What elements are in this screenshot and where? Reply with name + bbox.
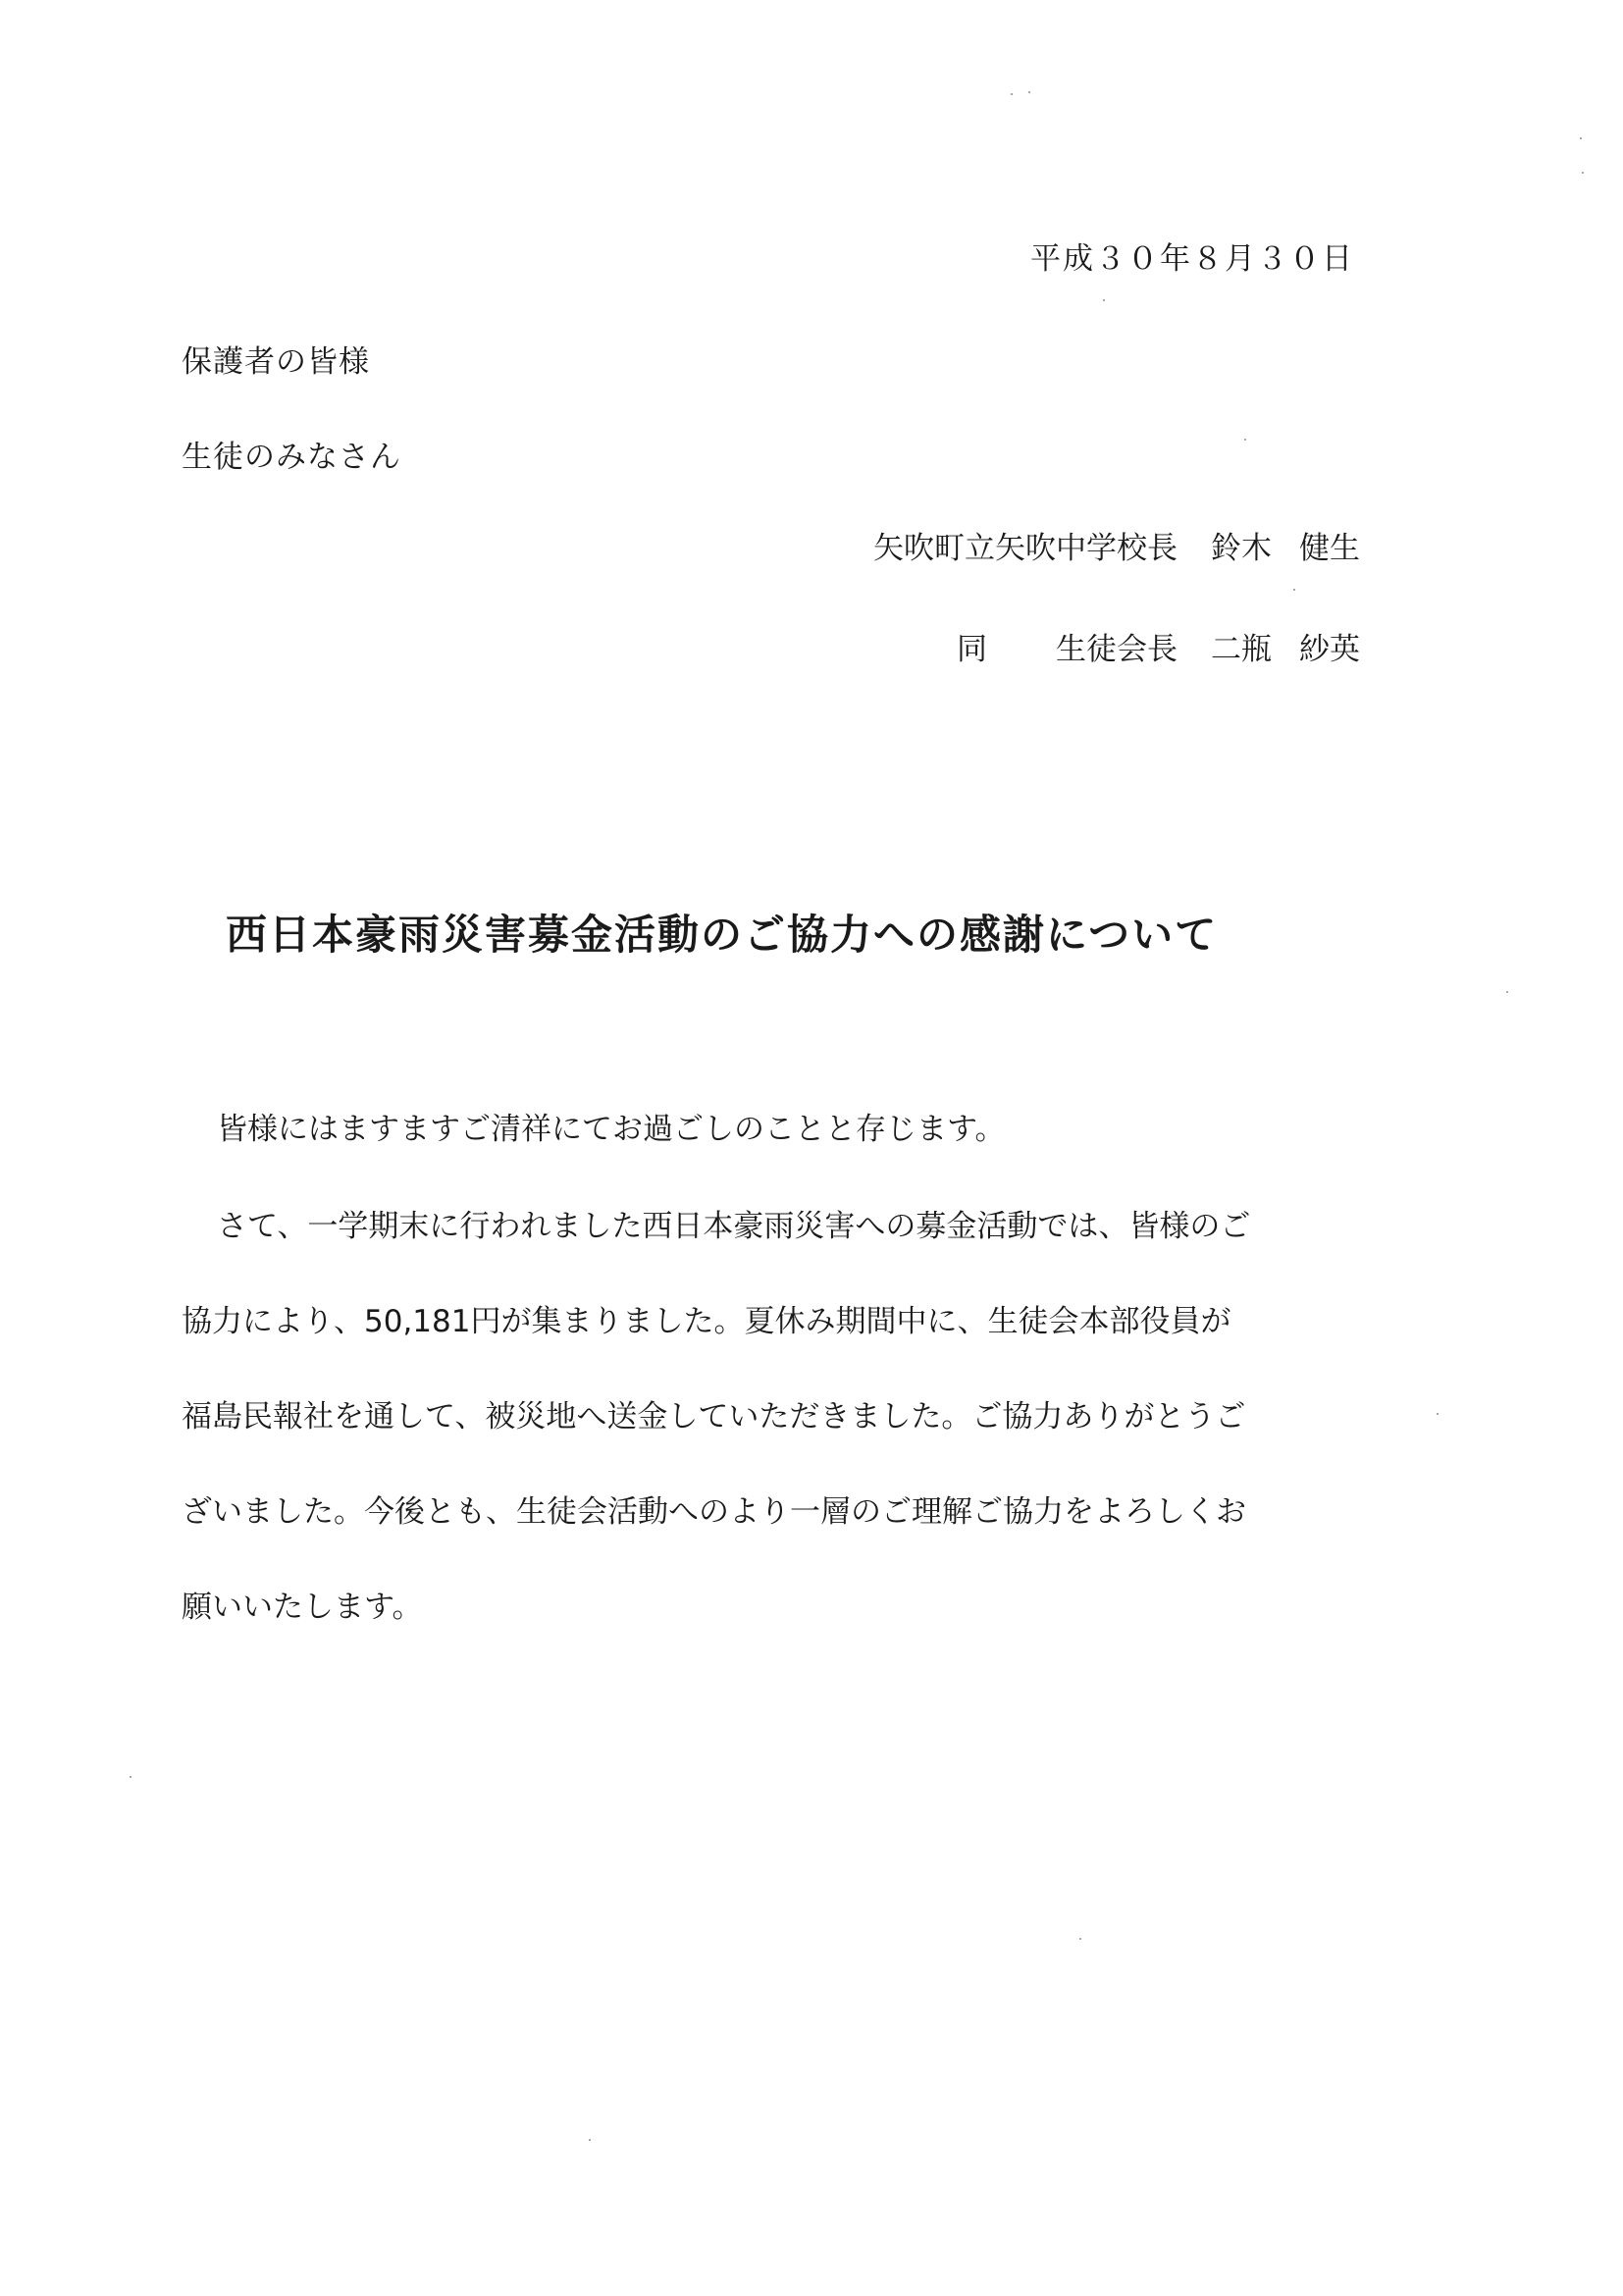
scan-speck — [589, 2139, 591, 2141]
recipient-students: 生徒のみなさん — [182, 440, 401, 475]
body-line: 協力により、50,181円が集まりました。夏休み期間中に、生徒会本部役員が — [182, 1304, 1231, 1339]
body-line: ざいました。今後とも、生徒会活動へのより一層のご理解ご協力をよろしくお — [182, 1494, 1246, 1530]
sender-student-council-role: 生徒会長 — [1056, 632, 1178, 667]
body-line: さて、一学期末に行われました西日本豪雨災害への募金活動では、皆様のご — [217, 1209, 1251, 1244]
scan-speck — [1028, 91, 1030, 93]
scan-speck — [130, 1776, 131, 1778]
sender-student-council — [957, 624, 1360, 668]
body-line: 願いいたします。 — [182, 1590, 423, 1625]
sender-principal-given: 健生 — [1299, 531, 1360, 566]
scan-speck — [1580, 137, 1582, 139]
recipient-guardians: 保護者の皆様 — [182, 344, 370, 380]
scan-speck — [1437, 1413, 1439, 1415]
scan-speck — [1244, 439, 1246, 441]
scan-speck — [1079, 1938, 1081, 1940]
sender-principal-surname: 鈴木 — [1211, 531, 1272, 566]
scan-speck — [1103, 299, 1105, 301]
sender-student-council-org: 同 — [957, 632, 987, 667]
body-line: 福島民報社を通して、被災地へ送金していただきました。ご協力ありがとうご — [182, 1399, 1246, 1435]
body-greeting: 皆様にはますますご清祥にてお過ごしのことと存じます。 — [217, 1112, 1006, 1147]
scan-speck — [1011, 93, 1013, 95]
scan-speck — [1293, 589, 1295, 591]
sender-student-council-surname: 二瓶 — [1211, 632, 1272, 667]
scan-speck — [1506, 991, 1508, 993]
sender-student-council-given: 紗英 — [1299, 632, 1360, 667]
letter-title: 西日本豪雨災害募金活動のご協力への感謝について — [226, 911, 1219, 959]
sender-principal — [873, 523, 1360, 567]
sender-principal-org: 矢吹町立矢吹中学校長 — [873, 531, 1178, 566]
letter-date: 平成３０年８月３０日 — [1030, 241, 1354, 277]
scan-speck — [1582, 172, 1584, 174]
